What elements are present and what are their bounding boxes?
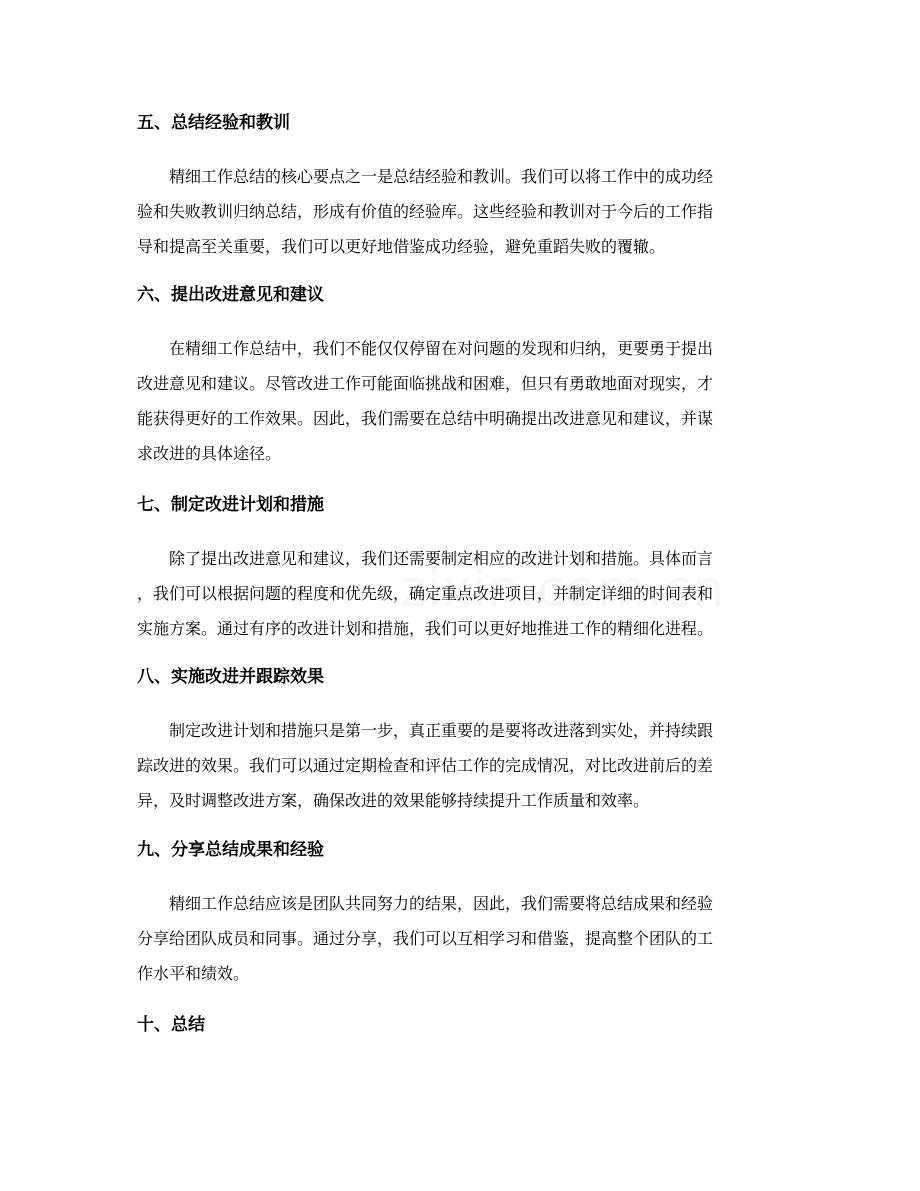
paragraph-line: 导和提高至关重要，我们可以更好地借鉴成功经验，避免重蹈失败的覆辙。 (137, 237, 666, 256)
paragraph-line: 验和失败教训归纳总结，形成有价值的经验库。这些经验和教训对于今后的工作指 (137, 202, 714, 221)
paragraph-line: 作水平和绩效。 (137, 964, 250, 983)
paragraph-line: 制定改进计划和措施只是第一步，真正重要的是要将改进落到实处，并持续跟 (169, 721, 714, 740)
section-heading: 八、实施改进并跟踪效果 (137, 667, 324, 687)
paragraph-line: 求改进的具体途径。 (137, 444, 282, 463)
section-paragraph (137, 541, 783, 646)
section-6 (137, 283, 783, 471)
paragraph-line: ，我们可以根据问题的程度和优先级，确定重点改进项目，并制定详细的时间表和 (137, 584, 714, 603)
section-heading: 十、总结 (137, 1015, 205, 1035)
section-paragraph (137, 159, 783, 264)
section-paragraph (137, 886, 783, 991)
section-8 (137, 665, 783, 818)
paragraph-line: 踪改进的效果。我们可以通过定期检查和评估工作的完成情况，对比改进前后的差 (137, 756, 714, 775)
paragraph-line: 精细工作总结应该是团队共同努力的结果，因此，我们需要将总结成果和经验 (169, 894, 714, 913)
section-heading: 五、总结经验和教训 (137, 113, 290, 133)
section-9 (137, 838, 783, 991)
paragraph-line: 改进意见和建议。尽管改进工作可能面临挑战和困难，但只有勇敢地面对现实，才 (137, 374, 714, 393)
section-paragraph (137, 713, 783, 818)
paragraph-line: 分享给团队成员和同事。通过分享，我们可以互相学习和借鉴，提高整个团队的工 (137, 929, 714, 948)
section-5 (137, 111, 783, 264)
paragraph-line: 精细工作总结的核心要点之一是总结经验和教训。我们可以将工作中的成功经 (169, 167, 714, 186)
paragraph-line: 异，及时调整改进方案，确保改进的效果能够持续提升工作质量和效率。 (137, 791, 650, 810)
section-heading: 七、制定改进计划和措施 (137, 495, 324, 515)
section-10 (137, 1013, 783, 1037)
paragraph-line: 实施方案。通过有序的改进计划和措施，我们可以更好地推进工作的精细化进程。 (137, 619, 714, 638)
paragraph-line: 除了提出改进意见和建议，我们还需要制定相应的改进计划和措施。具体而言 (169, 549, 714, 568)
paragraph-line: 能获得更好的工作效果。因此，我们需要在总结中明确提出改进意见和建议，并谋 (137, 409, 714, 428)
section-paragraph (137, 331, 783, 471)
section-heading: 九、分享总结成果和经验 (137, 840, 324, 860)
section-7 (137, 493, 783, 646)
paragraph-line: 在精细工作总结中，我们不能仅仅停留在对问题的发现和归纳，更要勇于提出 (169, 339, 714, 358)
section-heading: 六、提出改进意见和建议 (137, 285, 324, 305)
